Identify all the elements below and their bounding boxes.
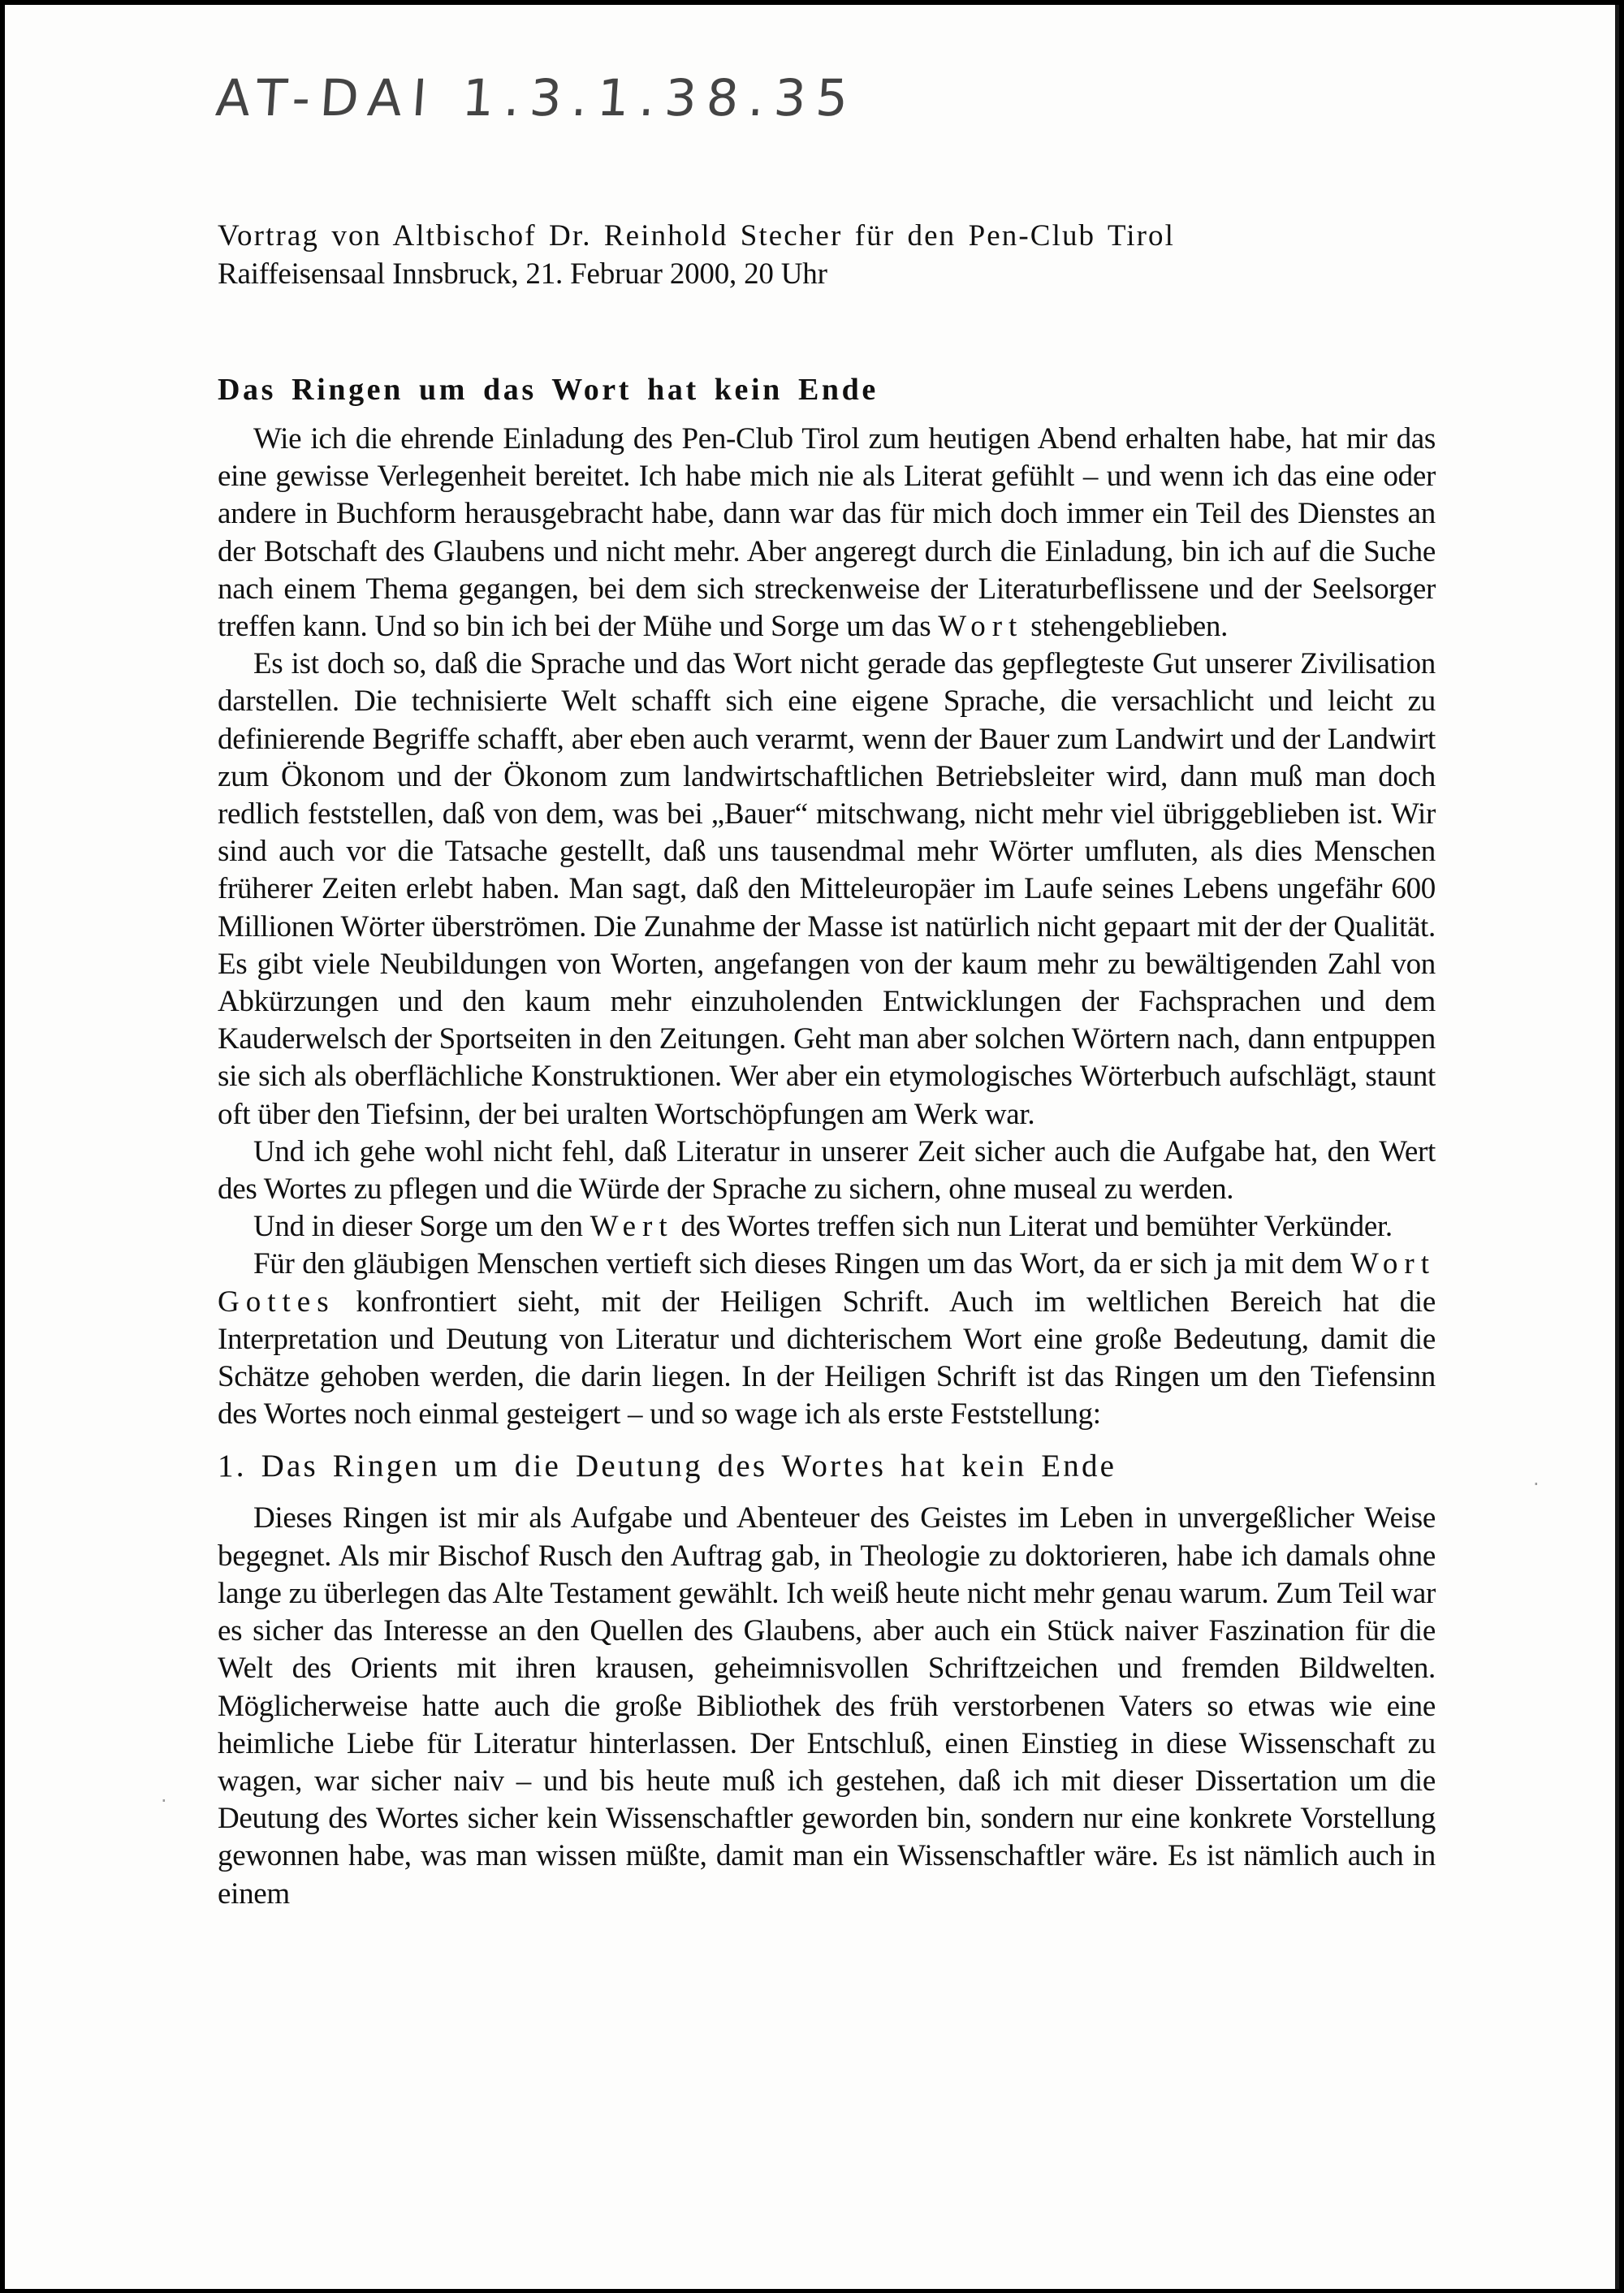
lecture-header-line-2: Raiffeisensaal Innsbruck, 21. Februar 2000, 20 Uhr <box>218 257 827 291</box>
document-title: Das Ringen um das Wort hat kein Ende <box>218 373 879 407</box>
paragraph-5-text-end: konfrontiert sieht, mit der Heiligen Schrift. Auch im weltlichen Bereich hat die Interpretation und Deutung von Literatur und dichterischem Wort eine große Bedeutung, damit die Schätze gehoben werden, die darin liegen. In der Heiligen Schrift ist das Ringen um den Tiefensinn des Wortes noch einmal gesteigert – und so wage ich als erste Feststellung: <box>218 1285 1436 1432</box>
paragraph-1-emphasis: Wort <box>938 610 1024 644</box>
archive-reference-handwritten: AT-DAI 1.3.1.38.35 <box>214 68 860 127</box>
paragraph-1-text-end: stehengeblieben. <box>1023 610 1229 644</box>
paragraph-2 <box>218 646 1436 1134</box>
scan-speck-mark: · <box>1533 1473 1540 1496</box>
scan-speck-mark: · <box>161 1790 167 1812</box>
paragraph-5-text: Für den gläubigen Menschen vertieft sich dieses Ringen um das Wort, da er sich ja mit dem <box>253 1247 1350 1281</box>
paragraph-3-text: Und ich gehe wohl nicht fehl, daß Literatur in unserer Zeit sicher auch die Aufgabe hat, den Wert des Wortes zu pflegen und die Würde der Sprache zu sichern, ohne museal zu werden. <box>218 1134 1436 1207</box>
body-text <box>218 421 1436 1913</box>
paragraph-5 <box>218 1246 1436 1433</box>
paragraph-1 <box>218 421 1436 646</box>
paragraph-4-text-end: des Wortes treffen sich nun Literat und bemühter Verkünder. <box>673 1210 1393 1244</box>
paragraph-3 <box>218 1134 1436 1208</box>
section-heading-1: 1. Das Ringen um die Deutung des Wortes hat kein Ende <box>218 1449 1117 1484</box>
section-1-paragraph: Dieses Ringen ist mir als Aufgabe und Abenteuer des Geistes im Leben in unvergeßlicher Weise begegnet. Als mir Bischof Rusch den Auftrag gab, in Theologie zu doktorieren, habe ich damals ohne lange zu überlegen das Alte Testament gewählt. Ich weiß heute nicht mehr genau warum. Zum Teil war es sicher das Interesse an den Quellen des Glaubens, aber auch ein Stück naiver Faszination für die Welt des Orients mit ihren krausen, geheimnisvollen Schriftzeichen und fremden Bildwelten. Möglicherweise hatte auch die große Bibliothek des früh verstorbenen Vaters so etwas wie eine heimliche Liebe für Literatur hinterlassen. Der Entschluß, einen Einstieg in diese Wissenschaft zu wagen, war sicher naiv – und bis heute muß ich gestehen, daß ich mit dieser Dissertation um die Deutung des Wortes sicher kein Wissenschaftler geworden bin, sondern nur eine konkrete Vorstellung gewonnen habe, was man wissen müßte, damit man ein Wissenschaftler wäre. Es ist nämlich auch in einem <box>218 1501 1436 1911</box>
lecture-header-line-1: Vortrag von Altbischof Dr. Reinhold Stecher für den Pen-Club Tirol <box>218 219 1176 253</box>
paragraph-4-text: Und in dieser Sorge um den <box>253 1210 590 1244</box>
paragraph-2-text: Es ist doch so, daß die Sprache und das Wort nicht gerade das gepflegteste Gut unserer Zivilisation darstellen. Die technisierte Welt schafft sich eine eigene Sprache, die versachlicht und leicht zu definierende Begriffe schafft, aber eben auch verarmt, wenn der Bauer zum Landwirt und der Landwirt zum Ökonom und der Ökonom zum landwirtschaftlichen Betriebsleiter wird, dann muß man doch redlich feststellen, daß von dem, was bei „Bauer“ mitschwang, nicht mehr viel übriggeblieben ist. Wir sind auch vor die Tatsache gestellt, daß uns tausendmal mehr Wörter umfluten, als dies Menschen früherer Zeiten erlebt haben. Man sagt, daß den Mitteleuropäer im Laufe seines Lebens ungefähr 600 Millionen Wörter überströmen. Die Zunahme der Masse ist natürlich nicht gepaart mit der der Qualität. Es gibt viele Neubildungen von Worten, angefangen von der kaum mehr zu bewältigenden Zahl von Abkürzungen und den kaum mehr einzuholenden Entwicklungen der Fachsprachen und dem Kauderwelsch der Sportseiten in den Zeitungen. Geht man aber solchen Wörtern nach, dann entpuppen sie sich als oberflächliche Konstruktionen. Wer aber ein etymologisches Wörterbuch aufschlägt, staunt oft über den Tiefsinn, der bei uralten Wortschöpfungen am Werk war. <box>218 647 1436 1131</box>
paragraph-5-emphasis: Wort Gottes <box>218 1247 1436 1319</box>
paragraph-4-emphasis: Wert <box>590 1210 674 1244</box>
paragraph-4 <box>218 1208 1436 1246</box>
paragraph-1-text: Wie ich die ehrende Einladung des Pen-Club Tirol zum heutigen Abend erhalten habe, hat mir das eine gewisse Verlegenheit bereitet. Ich habe mich nie als Literat gefühlt – und wenn ich das eine oder andere in Buchform herausgebracht habe, dann war das für mich doch immer ein Teil des Dienstes an der Botschaft des Glaubens und nicht mehr. Aber angeregt durch die Einladung, bin ich auf die Suche nach einem Thema gegangen, bei dem sich streckenweise der Literaturbeflissene und der Seelsorger treffen kann. Und so bin ich bei der Mühe und Sorge um das <box>218 422 1436 644</box>
document-sheet <box>5 5 1619 2289</box>
